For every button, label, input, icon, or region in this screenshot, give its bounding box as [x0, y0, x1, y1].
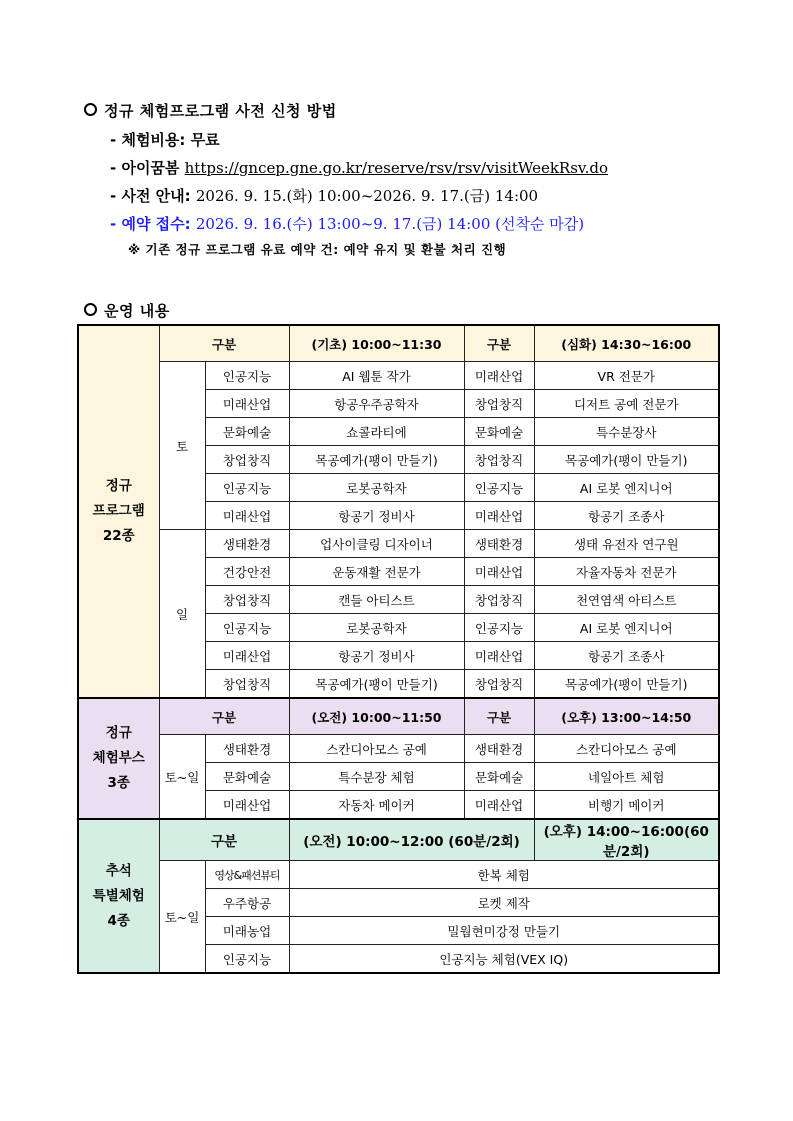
table-cell: 천연염색 아티스트	[534, 586, 719, 614]
table-cell: 스칸디아모스 공예	[289, 735, 464, 763]
table-cell: 생태환경	[464, 735, 534, 763]
table-cell: 우주항공	[205, 889, 289, 917]
line-reservation	[110, 213, 584, 234]
table-cell: 인공지능 체험(VEX IQ)	[289, 945, 719, 974]
table-cell: 창업창직	[205, 670, 289, 699]
table-cell: 로켓 제작	[289, 889, 719, 917]
schedule-table	[77, 324, 720, 974]
table-cell: 미래산업	[205, 642, 289, 670]
table-cell: 생태 유전자 연구원	[534, 530, 719, 558]
table-cell: 항공기 정비사	[289, 502, 464, 530]
table-cell: 밀웜현미강정 만들기	[289, 917, 719, 945]
table-cell: 목공예가(팽이 만들기)	[289, 446, 464, 474]
table-cell: 비행기 메이커	[534, 791, 719, 820]
table-cell: 22종	[102, 528, 135, 544]
table-cell: - 체험비용:	[110, 131, 191, 149]
circle-bullet-icon	[84, 303, 97, 316]
table-cell: 미래산업	[464, 502, 534, 530]
table-cell: 스칸디아모스 공예	[534, 735, 719, 763]
special-group-cell	[78, 819, 159, 973]
refund-note: ※ 기존 정규 프로그램 유료 예약 건: 예약 유지 및 환불 처리 진행	[128, 242, 507, 257]
table-cell: 문화예술	[205, 763, 289, 791]
table-cell: 생태환경	[205, 530, 289, 558]
table-cell: - 아이꿈봄	[110, 159, 185, 177]
table-cell: 창업창직	[464, 670, 534, 699]
table-cell: 로봇공학자	[289, 474, 464, 502]
table-cell: 미래농업	[205, 917, 289, 945]
table-cell: - 사전 안내:	[110, 187, 196, 205]
table-row	[78, 530, 719, 558]
table-cell: 인공지능	[205, 945, 289, 974]
table-cell: 인공지능	[464, 614, 534, 642]
header-basic-time: (기초) 10:00~11:30	[289, 325, 464, 362]
table-cell: 인공지능	[205, 362, 289, 390]
table-cell: 목공예가(팽이 만들기)	[534, 446, 719, 474]
table-cell: 창업창직	[464, 390, 534, 418]
table-cell: 미래산업	[205, 390, 289, 418]
circle-bullet-icon	[84, 103, 97, 116]
table-cell: 특수분장 체험	[289, 763, 464, 791]
table-cell: 2026. 9. 16.(수) 13:00~9. 17.(금) 14:00 (선착순 마감)	[195, 215, 585, 233]
table-cell: 4종	[107, 912, 130, 929]
table-cell: 미래산업	[205, 502, 289, 530]
table-cell: 생태환경	[464, 530, 534, 558]
table-cell: 미래산업	[205, 791, 289, 820]
special-header-row	[78, 819, 719, 861]
table-cell: 추석	[105, 862, 132, 879]
table-cell: 정규	[105, 725, 132, 741]
header-morning-time: (오전) 10:00~12:00 (60분/2회)	[289, 819, 534, 861]
table-cell: 특수분장사	[534, 418, 719, 446]
header-afternoon-time: (오후) 14:00~16:00(60분/2회)	[534, 819, 719, 861]
table-cell: 문화예술	[464, 418, 534, 446]
section-title-operation	[84, 300, 170, 321]
table-cell: 특별체험	[92, 887, 145, 904]
table-cell: 인공지능	[464, 474, 534, 502]
table-cell: 운영 내용	[104, 302, 170, 320]
table-cell: 창업창직	[205, 586, 289, 614]
table-cell: 인공지능	[205, 614, 289, 642]
header-category: 구분	[464, 698, 534, 735]
header-advanced-time: (심화) 14:30~16:00	[534, 325, 719, 362]
table-cell: 문화예술	[205, 418, 289, 446]
table-cell: 창업창직	[464, 446, 534, 474]
table-cell: 정규	[105, 478, 132, 494]
day-weekend: 토~일	[159, 735, 205, 820]
table-cell: 한복 체험	[289, 861, 719, 889]
header-category: 구분	[159, 819, 289, 861]
table-cell: 문화예술	[464, 763, 534, 791]
header-morning-time: (오전) 10:00~11:50	[289, 698, 464, 735]
table-cell: 자율자동차 전문가	[534, 558, 719, 586]
table-cell: 무료	[190, 131, 220, 149]
table-cell: 건강안전	[205, 558, 289, 586]
regular-group-cell	[78, 325, 159, 698]
table-cell: 네일아트 체험	[534, 763, 719, 791]
table-row	[78, 735, 719, 763]
table-cell: 창업창직	[464, 586, 534, 614]
booth-group-cell	[78, 698, 159, 819]
table-cell: 인공지능	[205, 474, 289, 502]
table-cell: 쇼콜라티에	[289, 418, 464, 446]
table-cell: VR 전문가	[534, 362, 719, 390]
header-category: 구분	[159, 325, 289, 362]
table-cell: 운동재활 전문가	[289, 558, 464, 586]
table-cell: 업사이클링 디자이너	[289, 530, 464, 558]
reservation-link[interactable]: https://gncep.gne.go.kr/reserve/rsv/rsv/visitWeekRsv.do	[184, 159, 608, 177]
line-website	[110, 157, 608, 178]
table-cell: 미래산업	[464, 642, 534, 670]
header-afternoon-time: (오후) 13:00~14:50	[534, 698, 719, 735]
table-cell: 생태환경	[205, 735, 289, 763]
table-cell: 항공우주공학자	[289, 390, 464, 418]
table-cell: 2026. 9. 15.(화) 10:00~2026. 9. 17.(금) 14:00	[195, 187, 539, 205]
table-cell: 디저트 공예 전문가	[534, 390, 719, 418]
table-cell: 프로그램	[92, 503, 145, 519]
header-category: 구분	[159, 698, 289, 735]
table-cell: 영상&패션뷰티	[205, 861, 289, 889]
table-cell: AI 로봇 엔지니어	[534, 614, 719, 642]
table-cell: - 예약 접수:	[110, 215, 196, 233]
table-cell: 자동차 메이커	[289, 791, 464, 820]
table-cell: 체험부스	[92, 750, 145, 766]
table-cell: 미래산업	[464, 558, 534, 586]
table-cell: 목공예가(팽이 만들기)	[289, 670, 464, 699]
line-cost	[110, 129, 220, 150]
table-cell: AI 웹툰 작가	[289, 362, 464, 390]
table-cell: 캔들 아티스트	[289, 586, 464, 614]
table-cell: AI 로봇 엔지니어	[534, 474, 719, 502]
table-cell: 창업창직	[205, 446, 289, 474]
table-cell: 항공기 조종사	[534, 642, 719, 670]
table-cell: 미래산업	[464, 791, 534, 820]
table-cell: 목공예가(팽이 만들기)	[534, 670, 719, 699]
booth-header-row	[78, 698, 719, 735]
table-row	[78, 362, 719, 390]
day-saturday: 토	[159, 362, 205, 530]
table-cell: 로봇공학자	[289, 614, 464, 642]
table-cell: 항공기 정비사	[289, 642, 464, 670]
section-title-application	[84, 100, 337, 121]
regular-header-row	[78, 325, 719, 362]
table-row	[78, 861, 719, 889]
day-sunday: 일	[159, 530, 205, 699]
table-cell: 3종	[107, 775, 130, 791]
day-weekend: 토~일	[159, 861, 205, 974]
table-cell: 미래산업	[464, 362, 534, 390]
table-cell: 항공기 조종사	[534, 502, 719, 530]
line-notice	[110, 185, 538, 206]
header-category: 구분	[464, 325, 534, 362]
table-cell: 정규 체험프로그램 사전 신청 방법	[104, 102, 337, 120]
